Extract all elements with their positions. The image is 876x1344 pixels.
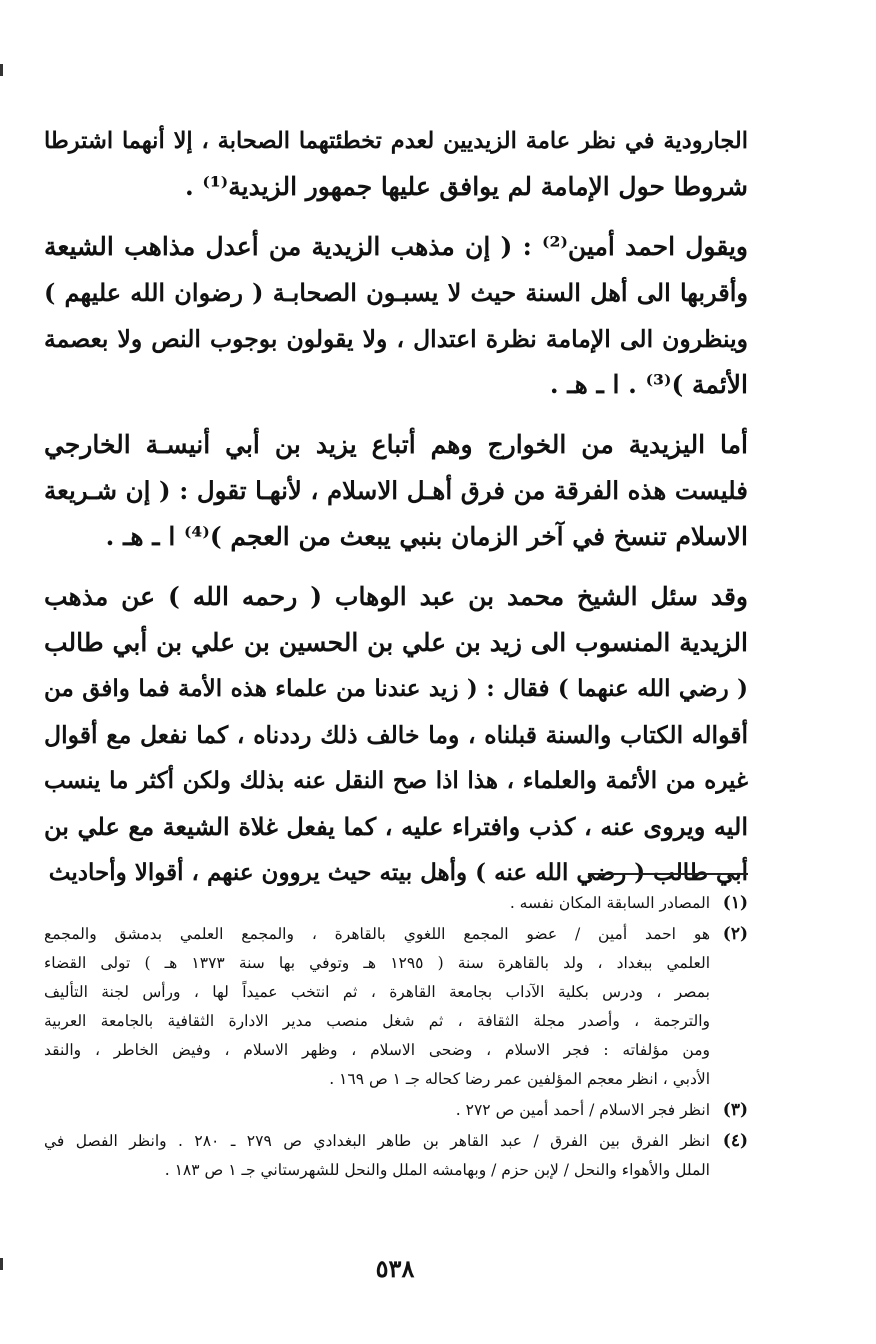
text-line: شروطا حول الإمامة لم يوافق عليها جمهور الزيدية⁽¹⁾ . bbox=[184, 172, 748, 201]
text-line: غيره من الأئمة والعلماء ، هذا اذا صح النقل عنه بذلك ولكن أكثر ما ينسب bbox=[44, 767, 748, 794]
text-line: الاسلام تنسخ في آخر الزمان بنبي يبعث من العجم )⁽⁴⁾ ا ـ هـ . bbox=[105, 522, 748, 551]
text-line: اليه ويروى عنه ، كذب وافتراء عليه ، كما يفعل غلاة الشيعة مع علي بن bbox=[44, 812, 748, 841]
footnote-line: المصادر السابقة المكان نفسه . bbox=[509, 894, 710, 912]
footnote-line: هو احمد أمين / عضو المجمع اللغوي بالقاهرة ، والمجمع العلمي بدمشق والمجمع bbox=[44, 925, 710, 943]
paragraph bbox=[44, 224, 748, 408]
footnote-line: انظر فجر الاسلام / أحمد أمين ص ٢٧٢ . bbox=[455, 1101, 710, 1119]
text-line: الزيدية المنسوب الى زيد بن علي بن الحسين بن علي بن أبي طالب bbox=[44, 628, 748, 657]
scan-edge-mark bbox=[0, 64, 3, 76]
footnote-number: (١) bbox=[722, 893, 748, 913]
text-line: وينظرون الى الإمامة نظرة اعتدال ، ولا يقولون بوجوب النص ولا بعصمة bbox=[44, 325, 748, 353]
footnote-line: العلمي ببغداد ، ولد بالقاهرة سنة ( ١٢٩٥ هـ وتوفي بها سنة ١٣٧٣ هـ ) تولى القضاء bbox=[44, 954, 711, 972]
footnote-text bbox=[44, 920, 710, 1094]
text-line: أقواله الكتاب والسنة قبلناه ، وما خالف ذلك رددناه ، كما نفعل مع أقوال bbox=[44, 721, 748, 749]
paragraph bbox=[44, 422, 748, 560]
text-line: أبي طالب ( رضي الله عنه ) وأهل بيته حيث يروون عنهم ، أقوالا وأحاديث bbox=[48, 859, 748, 886]
footnote bbox=[44, 1127, 748, 1185]
footnote-line: انظر الفرق بين الفرق / عبد القاهر بن طاهر البغدادي ص ٢٧٩ ـ ٢٨٠ . وانظر الفصل في bbox=[44, 1132, 710, 1150]
footnote bbox=[44, 920, 748, 1094]
footnote-text bbox=[44, 1096, 710, 1125]
text-line: أما اليزيدية من الخوارج وهم أتباع يزيد بن أبي أنيسـة الخارجي bbox=[44, 430, 748, 459]
footnote-text bbox=[44, 1127, 710, 1185]
footnote-separator bbox=[588, 873, 748, 875]
main-text bbox=[44, 118, 748, 910]
footnote-number: (٢) bbox=[722, 924, 748, 944]
text-line: الأئمة )⁽³⁾ . ا ـ هـ . bbox=[549, 370, 748, 399]
footnote-line: بمصر ، ودرس بكلية الآداب بجامعة القاهرة ، ثم انتخب عميداً لها ، ورأس لجنة التأليف bbox=[44, 983, 710, 1001]
footnote-line: والترجمة ، وأصدر مجلة الثقافة ، ثم شغل منصب مدير الادارة الثقافية بالجامعة العربية bbox=[44, 1012, 710, 1030]
footnote-line: ومن مؤلفاته : فجر الاسلام ، وضحى الاسلام ، وظهر الاسلام ، وفيض الخاطر ، والنقد bbox=[44, 1041, 710, 1059]
footnote-line: الأدبي ، انظر معجم المؤلفين عمر رضا كحاله جـ ١ ص ١٦٩ . bbox=[329, 1070, 710, 1088]
text-line: ( رضي الله عنهما ) فقال : ( زيد عندنا من علماء هذه الأمة فما وافق من bbox=[44, 675, 748, 702]
footnote-number: (٤) bbox=[722, 1131, 748, 1151]
text-line: وأقربها الى أهل السنة حيث لا يسبـون الصحابـة ( رضوان الله عليهم ) bbox=[44, 278, 748, 307]
footnote-text bbox=[44, 889, 710, 918]
paragraph bbox=[44, 574, 748, 896]
text-line: الجارودية في نظر عامة الزيديين لعدم تخطئتهما الصحابة ، إلا أنهما اشترطا bbox=[44, 128, 748, 154]
text-line: ويقول احمد أمين⁽²⁾ : ( إن مذهب الزيدية من أعدل مذاهب الشيعة bbox=[44, 232, 749, 261]
footnotes bbox=[44, 889, 748, 1187]
page-number: ٥٣٨ bbox=[375, 1254, 415, 1283]
footnote-line: الملل والأهواء والنحل / لإبن حزم / وبهامشه الملل والنحل للشهرستاني جـ ١ ص ١٨٣ . bbox=[164, 1161, 710, 1179]
footnote bbox=[44, 889, 748, 918]
paragraph bbox=[44, 118, 748, 210]
text-line: وقد سئل الشيخ محمد بن عبد الوهاب ( رحمه الله ) عن مذهب bbox=[44, 582, 748, 611]
footnote-number: (٣) bbox=[722, 1100, 748, 1120]
footnote bbox=[44, 1096, 748, 1125]
text-line: فليست هذه الفرقة من فرق أهـل الاسلام ، لأنهـا تقول : ( إن شـريعة bbox=[44, 476, 748, 505]
